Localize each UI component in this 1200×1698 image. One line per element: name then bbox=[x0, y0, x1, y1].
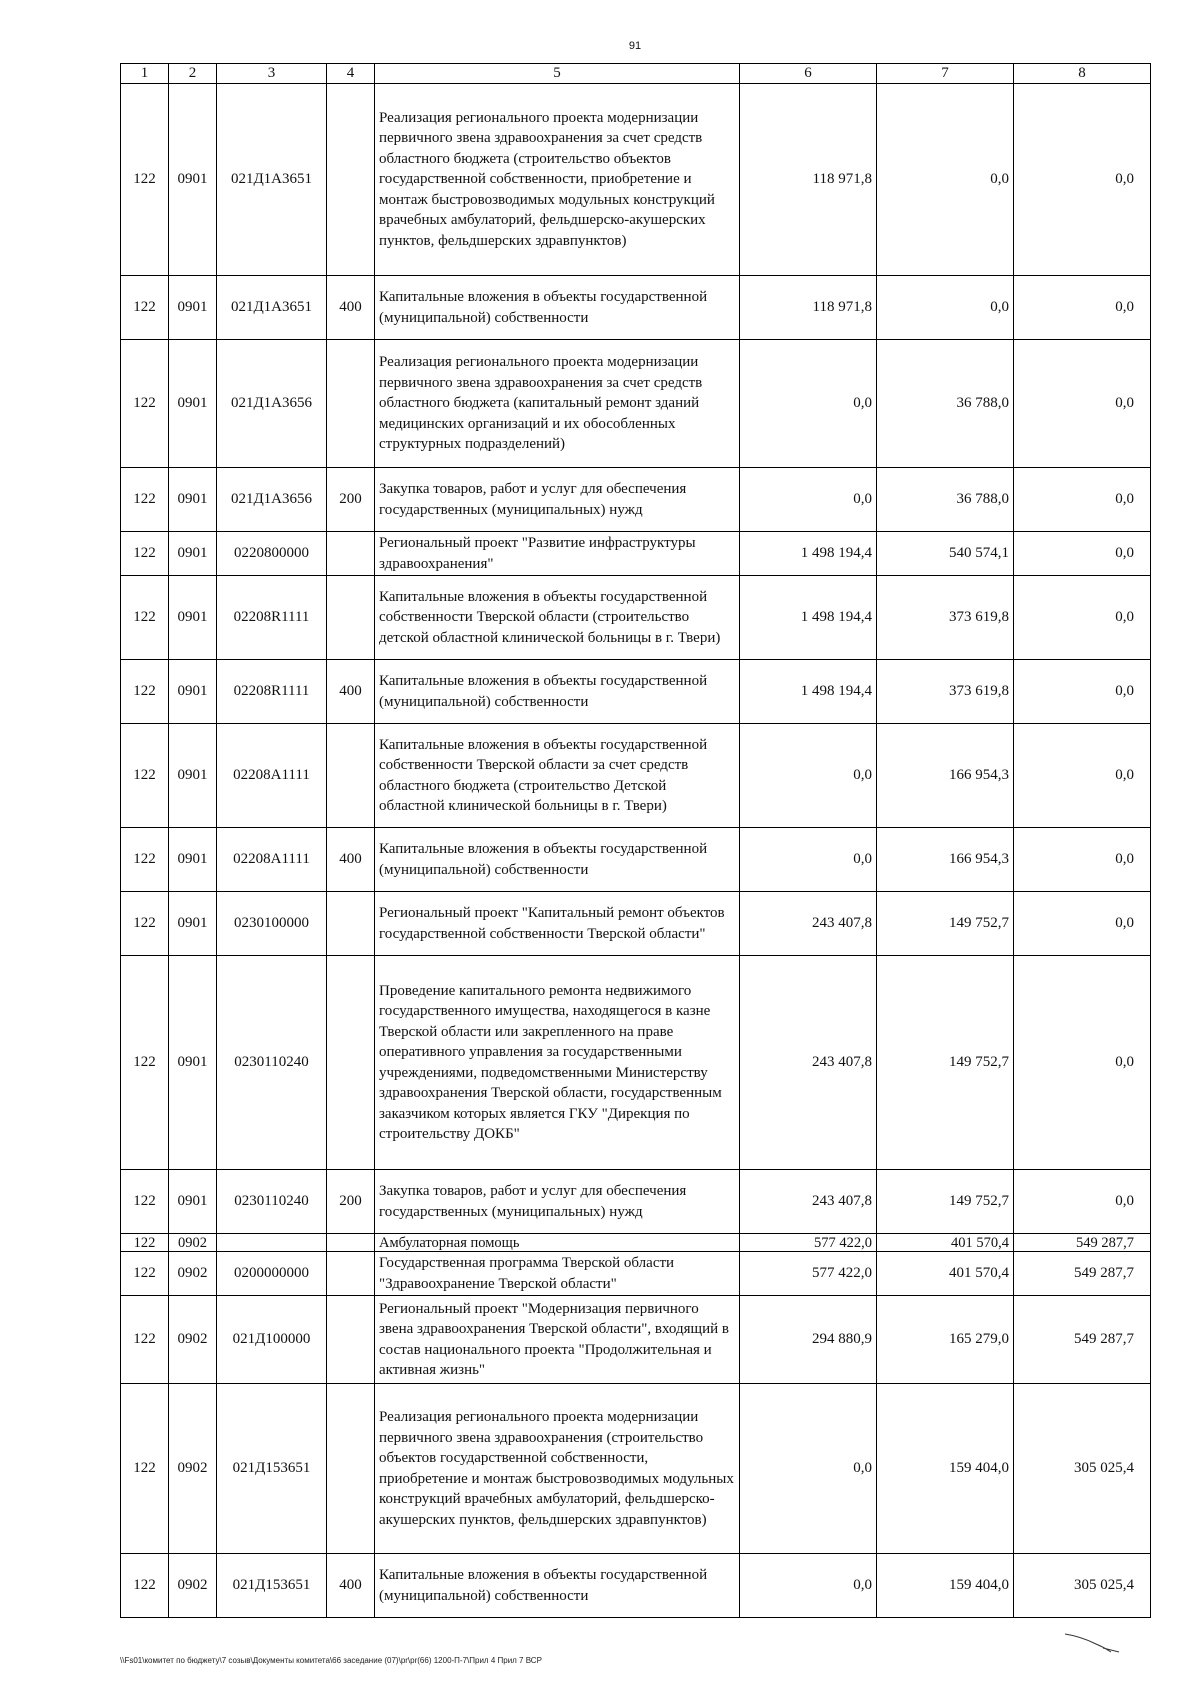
amount-year3-cell: 0,0 bbox=[1014, 660, 1151, 724]
target-article-cell: 021Д153651 bbox=[217, 1554, 327, 1618]
target-article-cell: 021Д1А3651 bbox=[217, 84, 327, 276]
table-row bbox=[121, 1296, 1151, 1384]
amount-year2-cell: 401 570,4 bbox=[877, 1234, 1014, 1252]
amount-year3-cell: 549 287,7 bbox=[1014, 1252, 1151, 1296]
item-name-cell: Закупка товаров, работ и услуг для обеспечения государственных (муниципальных) нужд bbox=[375, 468, 740, 532]
amount-year3-cell: 0,0 bbox=[1014, 340, 1151, 468]
item-name-cell: Реализация регионального проекта модернизации первичного звена здравоохранения за счет средств областного бюджета (капитальный ремонт зданий медицинских организаций и их обособленных структурных подразделений) bbox=[375, 340, 740, 468]
column-header: 3 bbox=[217, 64, 327, 84]
admin-code-cell: 122 bbox=[121, 956, 169, 1170]
target-article-cell: 021Д153651 bbox=[217, 1384, 327, 1554]
amount-year1-cell: 118 971,8 bbox=[740, 276, 877, 340]
target-article-cell: 02208R1111 bbox=[217, 576, 327, 660]
amount-year1-cell: 0,0 bbox=[740, 1384, 877, 1554]
section-code-cell: 0902 bbox=[169, 1296, 217, 1384]
item-name-cell: Региональный проект "Капитальный ремонт объектов государственной собственности Тверской области" bbox=[375, 892, 740, 956]
target-article-cell: 02208А1111 bbox=[217, 724, 327, 828]
expense-type-cell bbox=[327, 892, 375, 956]
column-header: 8 bbox=[1014, 64, 1151, 84]
target-article-cell: 021Д1А3651 bbox=[217, 276, 327, 340]
table-row bbox=[121, 1252, 1151, 1296]
section-code-cell: 0901 bbox=[169, 340, 217, 468]
target-article-cell: 021Д1А3656 bbox=[217, 468, 327, 532]
section-code-cell: 0901 bbox=[169, 532, 217, 576]
amount-year1-cell: 1 498 194,4 bbox=[740, 576, 877, 660]
item-name-cell: Региональный проект "Модернизация первичного звена здравоохранения Тверской области", входящий в состав национального проекта "Продолжительная и активная жизнь" bbox=[375, 1296, 740, 1384]
section-code-cell: 0901 bbox=[169, 660, 217, 724]
amount-year3-cell: 0,0 bbox=[1014, 84, 1151, 276]
amount-year2-cell: 149 752,7 bbox=[877, 956, 1014, 1170]
admin-code-cell: 122 bbox=[121, 340, 169, 468]
amount-year2-cell: 373 619,8 bbox=[877, 660, 1014, 724]
table-row bbox=[121, 576, 1151, 660]
amount-year1-cell: 0,0 bbox=[740, 828, 877, 892]
table-row bbox=[121, 1554, 1151, 1618]
footer-file-path: \\Fs01\комитет по бюджету\7 созыв\Документы комитета\66 заседание (07)\pr\pr(66) 1200-П-7\Прил 4 Прил 7 ВСР bbox=[120, 1656, 542, 1665]
admin-code-cell: 122 bbox=[121, 892, 169, 956]
column-header: 1 bbox=[121, 64, 169, 84]
table-row bbox=[121, 468, 1151, 532]
amount-year2-cell: 166 954,3 bbox=[877, 724, 1014, 828]
amount-year3-cell: 0,0 bbox=[1014, 468, 1151, 532]
amount-year3-cell: 0,0 bbox=[1014, 532, 1151, 576]
expense-type-cell: 400 bbox=[327, 276, 375, 340]
expense-type-cell: 200 bbox=[327, 468, 375, 532]
target-article-cell: 02208R1111 bbox=[217, 660, 327, 724]
column-header: 2 bbox=[169, 64, 217, 84]
amount-year3-cell: 0,0 bbox=[1014, 724, 1151, 828]
table-row bbox=[121, 892, 1151, 956]
section-code-cell: 0901 bbox=[169, 724, 217, 828]
amount-year3-cell: 549 287,7 bbox=[1014, 1234, 1151, 1252]
amount-year1-cell: 577 422,0 bbox=[740, 1234, 877, 1252]
amount-year1-cell: 577 422,0 bbox=[740, 1252, 877, 1296]
section-code-cell: 0901 bbox=[169, 956, 217, 1170]
table-row bbox=[121, 724, 1151, 828]
admin-code-cell: 122 bbox=[121, 828, 169, 892]
target-article-cell: 0230110240 bbox=[217, 956, 327, 1170]
amount-year3-cell: 0,0 bbox=[1014, 576, 1151, 660]
section-code-cell: 0902 bbox=[169, 1234, 217, 1252]
item-name-cell: Капитальные вложения в объекты государственной (муниципальной) собственности bbox=[375, 828, 740, 892]
column-header: 4 bbox=[327, 64, 375, 84]
target-article-cell: 0230100000 bbox=[217, 892, 327, 956]
expense-type-cell bbox=[327, 576, 375, 660]
table-row bbox=[121, 828, 1151, 892]
item-name-cell: Реализация регионального проекта модернизации первичного звена здравоохранения (строительство объектов государственной собственности, приобретение и монтаж быстровозводимых модульных конструкций врачебных амбулаторий, фельдшерско-акушерских пунктов, фельдшерских здравпунктов) bbox=[375, 1384, 740, 1554]
amount-year2-cell: 36 788,0 bbox=[877, 468, 1014, 532]
table-row bbox=[121, 340, 1151, 468]
amount-year1-cell: 1 498 194,4 bbox=[740, 660, 877, 724]
expense-type-cell: 400 bbox=[327, 1554, 375, 1618]
page-number: 91 bbox=[628, 40, 642, 52]
amount-year3-cell: 0,0 bbox=[1014, 892, 1151, 956]
table-row bbox=[121, 1384, 1151, 1554]
item-name-cell: Капитальные вложения в объекты государственной (муниципальной) собственности bbox=[375, 1554, 740, 1618]
admin-code-cell: 122 bbox=[121, 276, 169, 340]
column-header: 6 bbox=[740, 64, 877, 84]
expense-type-cell: 400 bbox=[327, 660, 375, 724]
admin-code-cell: 122 bbox=[121, 468, 169, 532]
amount-year1-cell: 118 971,8 bbox=[740, 84, 877, 276]
admin-code-cell: 122 bbox=[121, 532, 169, 576]
admin-code-cell: 122 bbox=[121, 660, 169, 724]
amount-year3-cell: 305 025,4 bbox=[1014, 1554, 1151, 1618]
target-article-cell: 021Д100000 bbox=[217, 1296, 327, 1384]
section-code-cell: 0901 bbox=[169, 576, 217, 660]
admin-code-cell: 122 bbox=[121, 1252, 169, 1296]
amount-year1-cell: 243 407,8 bbox=[740, 1170, 877, 1234]
item-name-cell: Проведение капитального ремонта недвижимого государственного имущества, находящегося в казне Тверской области или закрепленного на праве оперативного управления за государственными учреждениями, подведомственными Министерству здравоохранения Тверской области, государственным заказчиком которых является ГКУ "Дирекция по строительству ДОКБ" bbox=[375, 956, 740, 1170]
amount-year3-cell: 0,0 bbox=[1014, 828, 1151, 892]
amount-year1-cell: 0,0 bbox=[740, 724, 877, 828]
expense-type-cell bbox=[327, 84, 375, 276]
section-code-cell: 0901 bbox=[169, 276, 217, 340]
amount-year3-cell: 0,0 bbox=[1014, 1170, 1151, 1234]
column-header: 5 bbox=[375, 64, 740, 84]
amount-year1-cell: 0,0 bbox=[740, 468, 877, 532]
section-code-cell: 0901 bbox=[169, 828, 217, 892]
expense-type-cell bbox=[327, 1384, 375, 1554]
table-body bbox=[121, 84, 1151, 1618]
amount-year2-cell: 373 619,8 bbox=[877, 576, 1014, 660]
target-article-cell: 02208А1111 bbox=[217, 828, 327, 892]
amount-year2-cell: 149 752,7 bbox=[877, 892, 1014, 956]
admin-code-cell: 122 bbox=[121, 724, 169, 828]
item-name-cell: Закупка товаров, работ и услуг для обеспечения государственных (муниципальных) нужд bbox=[375, 1170, 740, 1234]
item-name-cell: Амбулаторная помощь bbox=[375, 1234, 740, 1252]
item-name-cell: Капитальные вложения в объекты государственной собственности Тверской области (строительство детской областной клинической больницы в г. Твери) bbox=[375, 576, 740, 660]
target-article-cell: 0220800000 bbox=[217, 532, 327, 576]
amount-year1-cell: 243 407,8 bbox=[740, 892, 877, 956]
expense-type-cell bbox=[327, 956, 375, 1170]
amount-year1-cell: 243 407,8 bbox=[740, 956, 877, 1170]
target-article-cell bbox=[217, 1234, 327, 1252]
target-article-cell: 0230110240 bbox=[217, 1170, 327, 1234]
amount-year3-cell: 0,0 bbox=[1014, 956, 1151, 1170]
amount-year3-cell: 549 287,7 bbox=[1014, 1296, 1151, 1384]
section-code-cell: 0901 bbox=[169, 84, 217, 276]
target-article-cell: 021Д1А3656 bbox=[217, 340, 327, 468]
admin-code-cell: 122 bbox=[121, 576, 169, 660]
header-row bbox=[121, 64, 1151, 84]
amount-year2-cell: 36 788,0 bbox=[877, 340, 1014, 468]
table-row bbox=[121, 532, 1151, 576]
expense-type-cell bbox=[327, 1296, 375, 1384]
item-name-cell: Государственная программа Тверской области "Здравоохранение Тверской области" bbox=[375, 1252, 740, 1296]
expense-type-cell bbox=[327, 532, 375, 576]
item-name-cell: Реализация регионального проекта модернизации первичного звена здравоохранения за счет средств областного бюджета (строительство объектов государственной собственности, приобретение и монтаж быстровозводимых модульных конструкций врачебных амбулаторий, фельдшерско-акушерских пунктов, фельдшерских здравпунктов) bbox=[375, 84, 740, 276]
section-code-cell: 0902 bbox=[169, 1384, 217, 1554]
table-row bbox=[121, 1234, 1151, 1252]
amount-year2-cell: 149 752,7 bbox=[877, 1170, 1014, 1234]
expense-type-cell bbox=[327, 1234, 375, 1252]
amount-year2-cell: 0,0 bbox=[877, 84, 1014, 276]
amount-year1-cell: 0,0 bbox=[740, 1554, 877, 1618]
table-row bbox=[121, 1170, 1151, 1234]
expense-type-cell bbox=[327, 724, 375, 828]
section-code-cell: 0902 bbox=[169, 1252, 217, 1296]
expense-type-cell bbox=[327, 340, 375, 468]
column-header: 7 bbox=[877, 64, 1014, 84]
target-article-cell: 0200000000 bbox=[217, 1252, 327, 1296]
expense-type-cell: 400 bbox=[327, 828, 375, 892]
admin-code-cell: 122 bbox=[121, 1296, 169, 1384]
admin-code-cell: 122 bbox=[121, 1554, 169, 1618]
amount-year3-cell: 0,0 bbox=[1014, 276, 1151, 340]
admin-code-cell: 122 bbox=[121, 84, 169, 276]
section-code-cell: 0902 bbox=[169, 1554, 217, 1618]
amount-year1-cell: 294 880,9 bbox=[740, 1296, 877, 1384]
item-name-cell: Капитальные вложения в объекты государственной (муниципальной) собственности bbox=[375, 660, 740, 724]
table-row bbox=[121, 276, 1151, 340]
admin-code-cell: 122 bbox=[121, 1234, 169, 1252]
amount-year1-cell: 0,0 bbox=[740, 340, 877, 468]
expense-type-cell: 200 bbox=[327, 1170, 375, 1234]
item-name-cell: Капитальные вложения в объекты государственной (муниципальной) собственности bbox=[375, 276, 740, 340]
amount-year2-cell: 0,0 bbox=[877, 276, 1014, 340]
amount-year3-cell: 305 025,4 bbox=[1014, 1384, 1151, 1554]
admin-code-cell: 122 bbox=[121, 1384, 169, 1554]
amount-year2-cell: 165 279,0 bbox=[877, 1296, 1014, 1384]
amount-year2-cell: 159 404,0 bbox=[877, 1384, 1014, 1554]
amount-year2-cell: 159 404,0 bbox=[877, 1554, 1014, 1618]
table-row bbox=[121, 660, 1151, 724]
item-name-cell: Капитальные вложения в объекты государственной собственности Тверской области за счет средств областного бюджета (строительство Детской областной клинической больницы в г. Твери) bbox=[375, 724, 740, 828]
amount-year2-cell: 401 570,4 bbox=[877, 1252, 1014, 1296]
table-row bbox=[121, 956, 1151, 1170]
item-name-cell: Региональный проект "Развитие инфраструктуры здравоохранения" bbox=[375, 532, 740, 576]
pen-mark-icon bbox=[1063, 1630, 1123, 1660]
amount-year1-cell: 1 498 194,4 bbox=[740, 532, 877, 576]
amount-year2-cell: 166 954,3 bbox=[877, 828, 1014, 892]
section-code-cell: 0901 bbox=[169, 892, 217, 956]
table-row bbox=[121, 84, 1151, 276]
admin-code-cell: 122 bbox=[121, 1170, 169, 1234]
expense-type-cell bbox=[327, 1252, 375, 1296]
section-code-cell: 0901 bbox=[169, 468, 217, 532]
amount-year2-cell: 540 574,1 bbox=[877, 532, 1014, 576]
section-code-cell: 0901 bbox=[169, 1170, 217, 1234]
budget-table bbox=[120, 63, 1151, 1618]
